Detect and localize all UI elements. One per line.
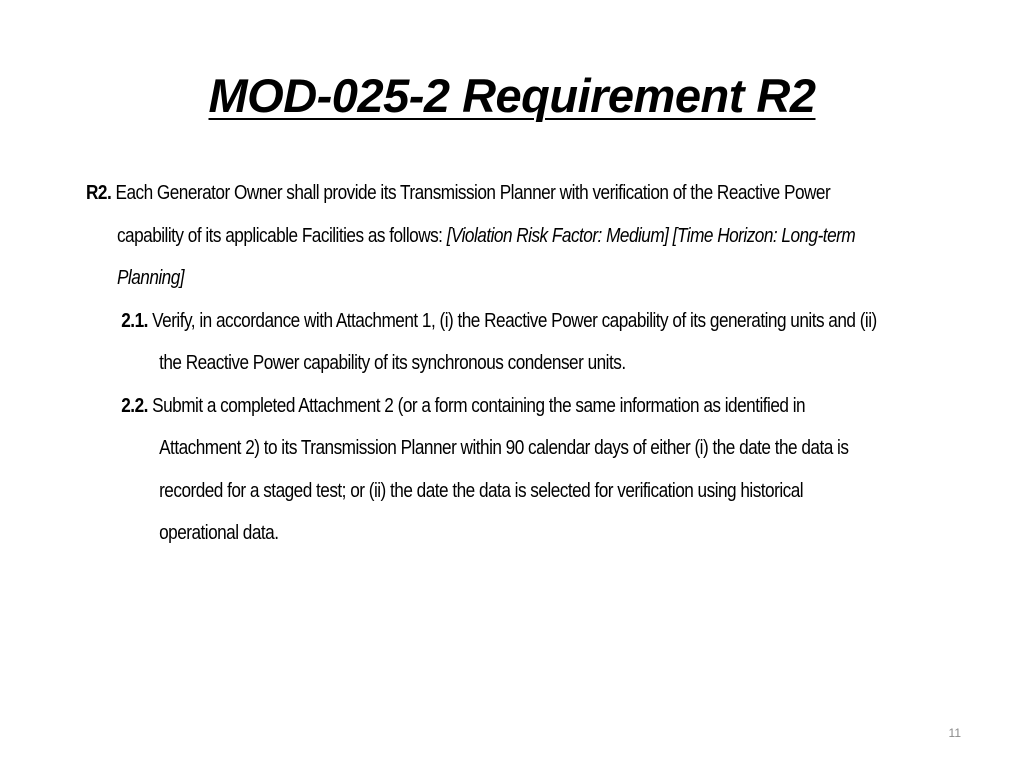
subitem-2-1 (121, 300, 886, 385)
subitem-text: Submit a completed Attachment 2 (or a form containing the same information as identified in Attachment 2) to its Transmission Planner within 90 calendar days of either (i) the date the data is recorded for a staged test; or (ii) the date the data is selected for verification using historical operational data. (152, 394, 849, 544)
subitem-label: 2.1. (121, 309, 148, 332)
subitem-text: Verify, in accordance with Attachment 1, (i) the Reactive Power capability of its generating units and (ii) the Reactive Power capability of its synchronous condenser units. (152, 309, 877, 374)
requirement-text: Each Generator Owner shall provide its Transmission Planner with verification of the Reactive Power capability of its applicable Facilities as follows: (115, 182, 831, 247)
slide-title (0, 66, 1024, 126)
requirement-label: R2. (86, 182, 112, 204)
requirement-r2 (86, 172, 886, 300)
slide-title-text: MOD-025-2 Requirement R2 (208, 69, 816, 122)
page-number: 11 (948, 726, 961, 740)
slide-body (86, 172, 886, 555)
subitem-label: 2.2. (121, 394, 148, 417)
subitem-2-2 (121, 385, 886, 555)
requirement-annotation: [Violation Risk Factor: Medium] [Time Horizon: Long-term Planning] (116, 224, 856, 289)
